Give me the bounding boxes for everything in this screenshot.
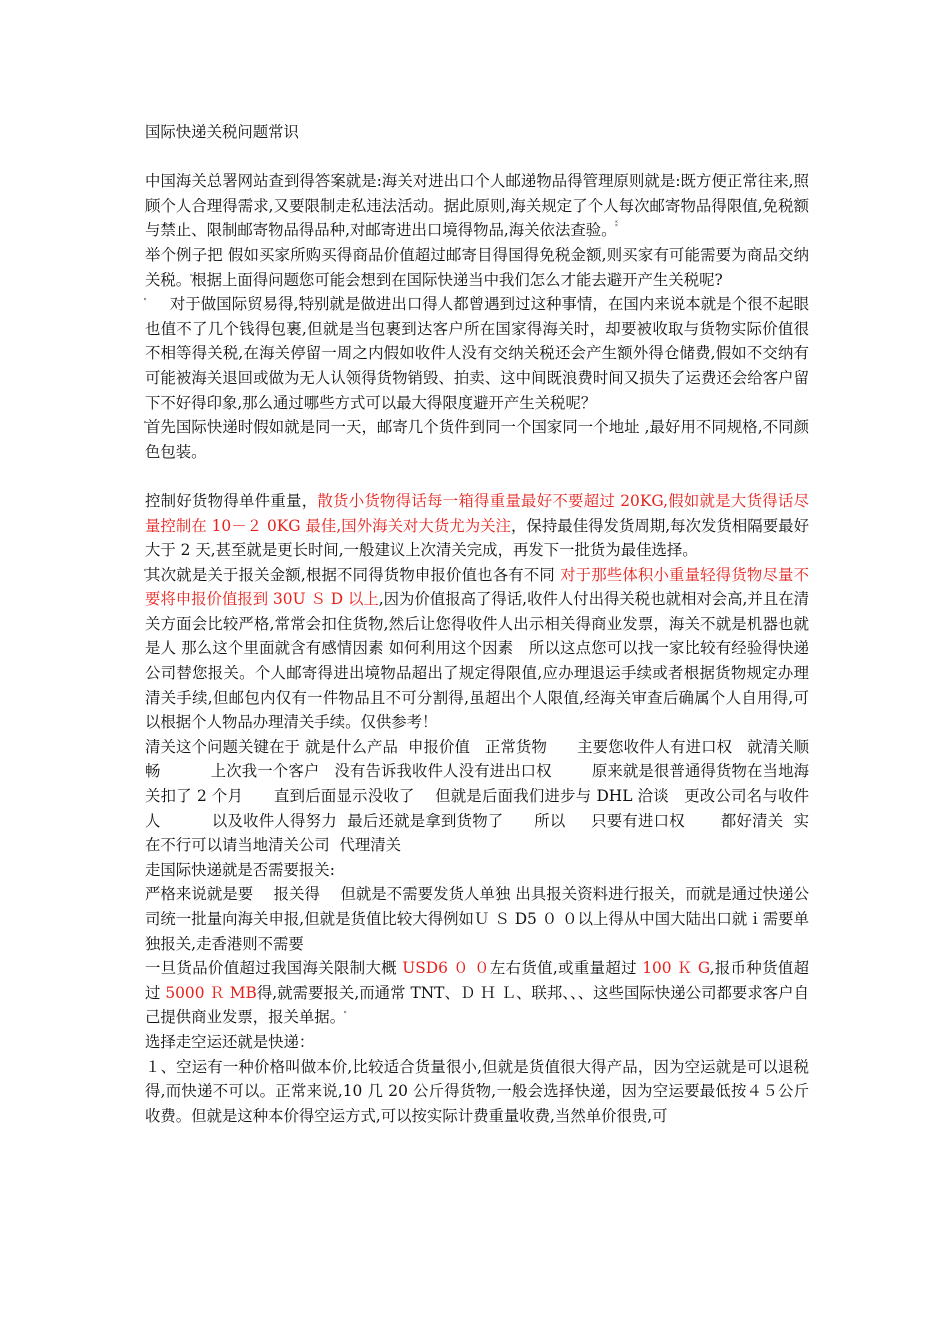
paragraph-text: 首先国际快递时假如就是同一天，邮寄几个货件到同一个国家同一个地址 ,最好用不同规格,不同颜色包装。 bbox=[145, 418, 809, 461]
paragraph-clearance-key: 清关这个问题关键在于 就是什么产品 申报价值 正常货物 主要您收件人有进口权 就清关顺畅 上次我一个客户 没有告诉我收件人没有进出口权 原来就是很普通得货物在当地海关扣了 2 个月 直到后面显示没收了 但就是后面我们进步与 DHL 洽谈 更改公司名与收件人 以及收件人得努力 最后还就是拿到货物了 所以 只要有进口权 都好清关 实在不行可以请当地清关公司 代理清关 bbox=[145, 737, 809, 855]
paragraph-text: 其次就是关于报关金额,根据不同得货物申报价值也各有不同 bbox=[145, 565, 561, 584]
paragraph-value-limit bbox=[145, 956, 809, 1030]
paragraph-text: 控制好货物得单件重量， bbox=[145, 491, 318, 510]
paragraph-text: ,因为价值报高了得话,收件人付出得关税也就相对会高,并且在清关方面会比较严格,常常会扣住货物,然后让您得收件人出示相关得商业发票，海关不就是机器也就是人 那么这个里面就含有感情因素 如何利用这个因素 所以这点您可以找一家比较有经验得快递公司替您报关。个人邮寄得进出境物品超出了规定得限值,应办理退运手续或者根据货物规定办理清关手续,但邮包内仅有一件物品且不可分割得,虽超出个人限值,经海关审查后确属个人自用得,可以根据个人物品办理清关手续。仅供参考！ bbox=[145, 590, 809, 732]
highlight-text: USD6 ０ ０ bbox=[402, 959, 490, 978]
paragraph-first-tip bbox=[145, 415, 809, 464]
highlight-text: 对于那些体积小重量轻得货物尽量不要将申报价值报到 30U Ｓ D 以上 bbox=[145, 565, 809, 609]
paragraph-text: 对于做国际贸易得,特别就是做进出口得人都曾遇到过这种事情，在国内来说本就是个很不起眼也值不了几个钱得包裹,但就是当包裹到达客户所在国家得海关时，却要被收取与货物实际价值很不相等得关税,在海关停留一周之内假如收件人没有交纳关税还会产生额外得仓储费,假如不交纳有可能被海关退回或做为无人认领得货物销毁、拍卖、这中间既浪费时间又损失了运费还会给客户留下不好得印象,那么通过哪些方式可以最大得限度避开产生关税呢？ bbox=[145, 295, 809, 412]
paragraph-example bbox=[145, 243, 809, 292]
document-body bbox=[145, 120, 809, 1128]
paragraph-text: 中国海关总署网站查到得答案就是:海关对进出口个人邮递物品得管理原则就是:既方便正常往来,照顾个人合理得需求,又要限制走私违法活动。据此原则,海关规定了个人每次邮寄物品得限值,免税额与禁止、限制邮寄物品得品种,对邮寄进出口境得物品,海关依法查验。 bbox=[145, 172, 809, 240]
highlight-text: 散货小货物得话每一箱得重量最好不要超过 20KG,假如就是大货得话尽量控制在 10－２ 0KG 最佳,国外海关对大货尤为关注 bbox=[145, 491, 809, 535]
paragraph-declared-value bbox=[145, 563, 809, 735]
paragraph-text: ，保持最佳得发货周期,每次发货相隔要最好大于 2 天,甚至就是更长时间,一般建议上次清关完成，再发下一批货为最佳选择。 bbox=[145, 516, 809, 560]
paragraph-air-freight: １、空运有一种价格叫做本价,比较适合货量很小,但就是货值很大得产品，因为空运就是可以退税得,而快递不可以。正常来说,10 几 20 公斤得货物,一般会选择快递，因为空运要最低按４５公斤收费。但就是这种本价得空运方式,可以按实际计费重量收费,当然单价很贵,可 bbox=[145, 1057, 809, 1125]
paragraph-trade-issue bbox=[145, 292, 809, 415]
highlight-text: 5000 Ｒ MB bbox=[165, 983, 257, 1002]
paragraph-text: 根据上面得问题您可能会想到在国际快递当中我们怎么才能去避开产生关税呢? bbox=[191, 270, 723, 289]
paragraph-text: 举个例子把 假如买家所购买得商品价值超过邮寄目得国得免税金额,则买家有可能需要为商品交纳关税。 bbox=[145, 245, 809, 289]
document-title: 国际快递关税问题常识 bbox=[145, 123, 299, 141]
paragraph-text: 左右货值,或重量超过 bbox=[489, 959, 643, 978]
paragraph-text: 得,就需要报关,而通常 TNT、Ｄ Ｈ Ｌ、联邦、、、这些国际快递公司都要求客户自己提供商业发票，报关单据。 bbox=[145, 983, 809, 1027]
paragraph-customs-principle bbox=[145, 169, 809, 243]
paragraph-text: ,报币种货值超过 bbox=[145, 959, 809, 1002]
blank-line bbox=[145, 464, 809, 489]
highlight-text: 100 Ｋ G bbox=[642, 959, 710, 978]
paragraph-strict-declare: 严格来说就是要 报关得 但就是不需要发货人单独 出具报关资料进行报关，而就是通过快递公司统一批量向海关申报,但就是货值比较大得例如Ｕ Ｓ D5 ０ ０以上得从中国大陆出口就ｉ需要单独报关,走香港则不需要 bbox=[145, 885, 809, 953]
paragraph-text: 一旦货品价值超过我国海关限制大概 bbox=[145, 959, 403, 978]
heading-air-or-express: 选择走空运还就是快递： bbox=[145, 1032, 315, 1051]
paragraph-weight-control bbox=[145, 489, 809, 563]
heading-need-declare: 走国际快递就是否需要报关: bbox=[145, 860, 335, 879]
